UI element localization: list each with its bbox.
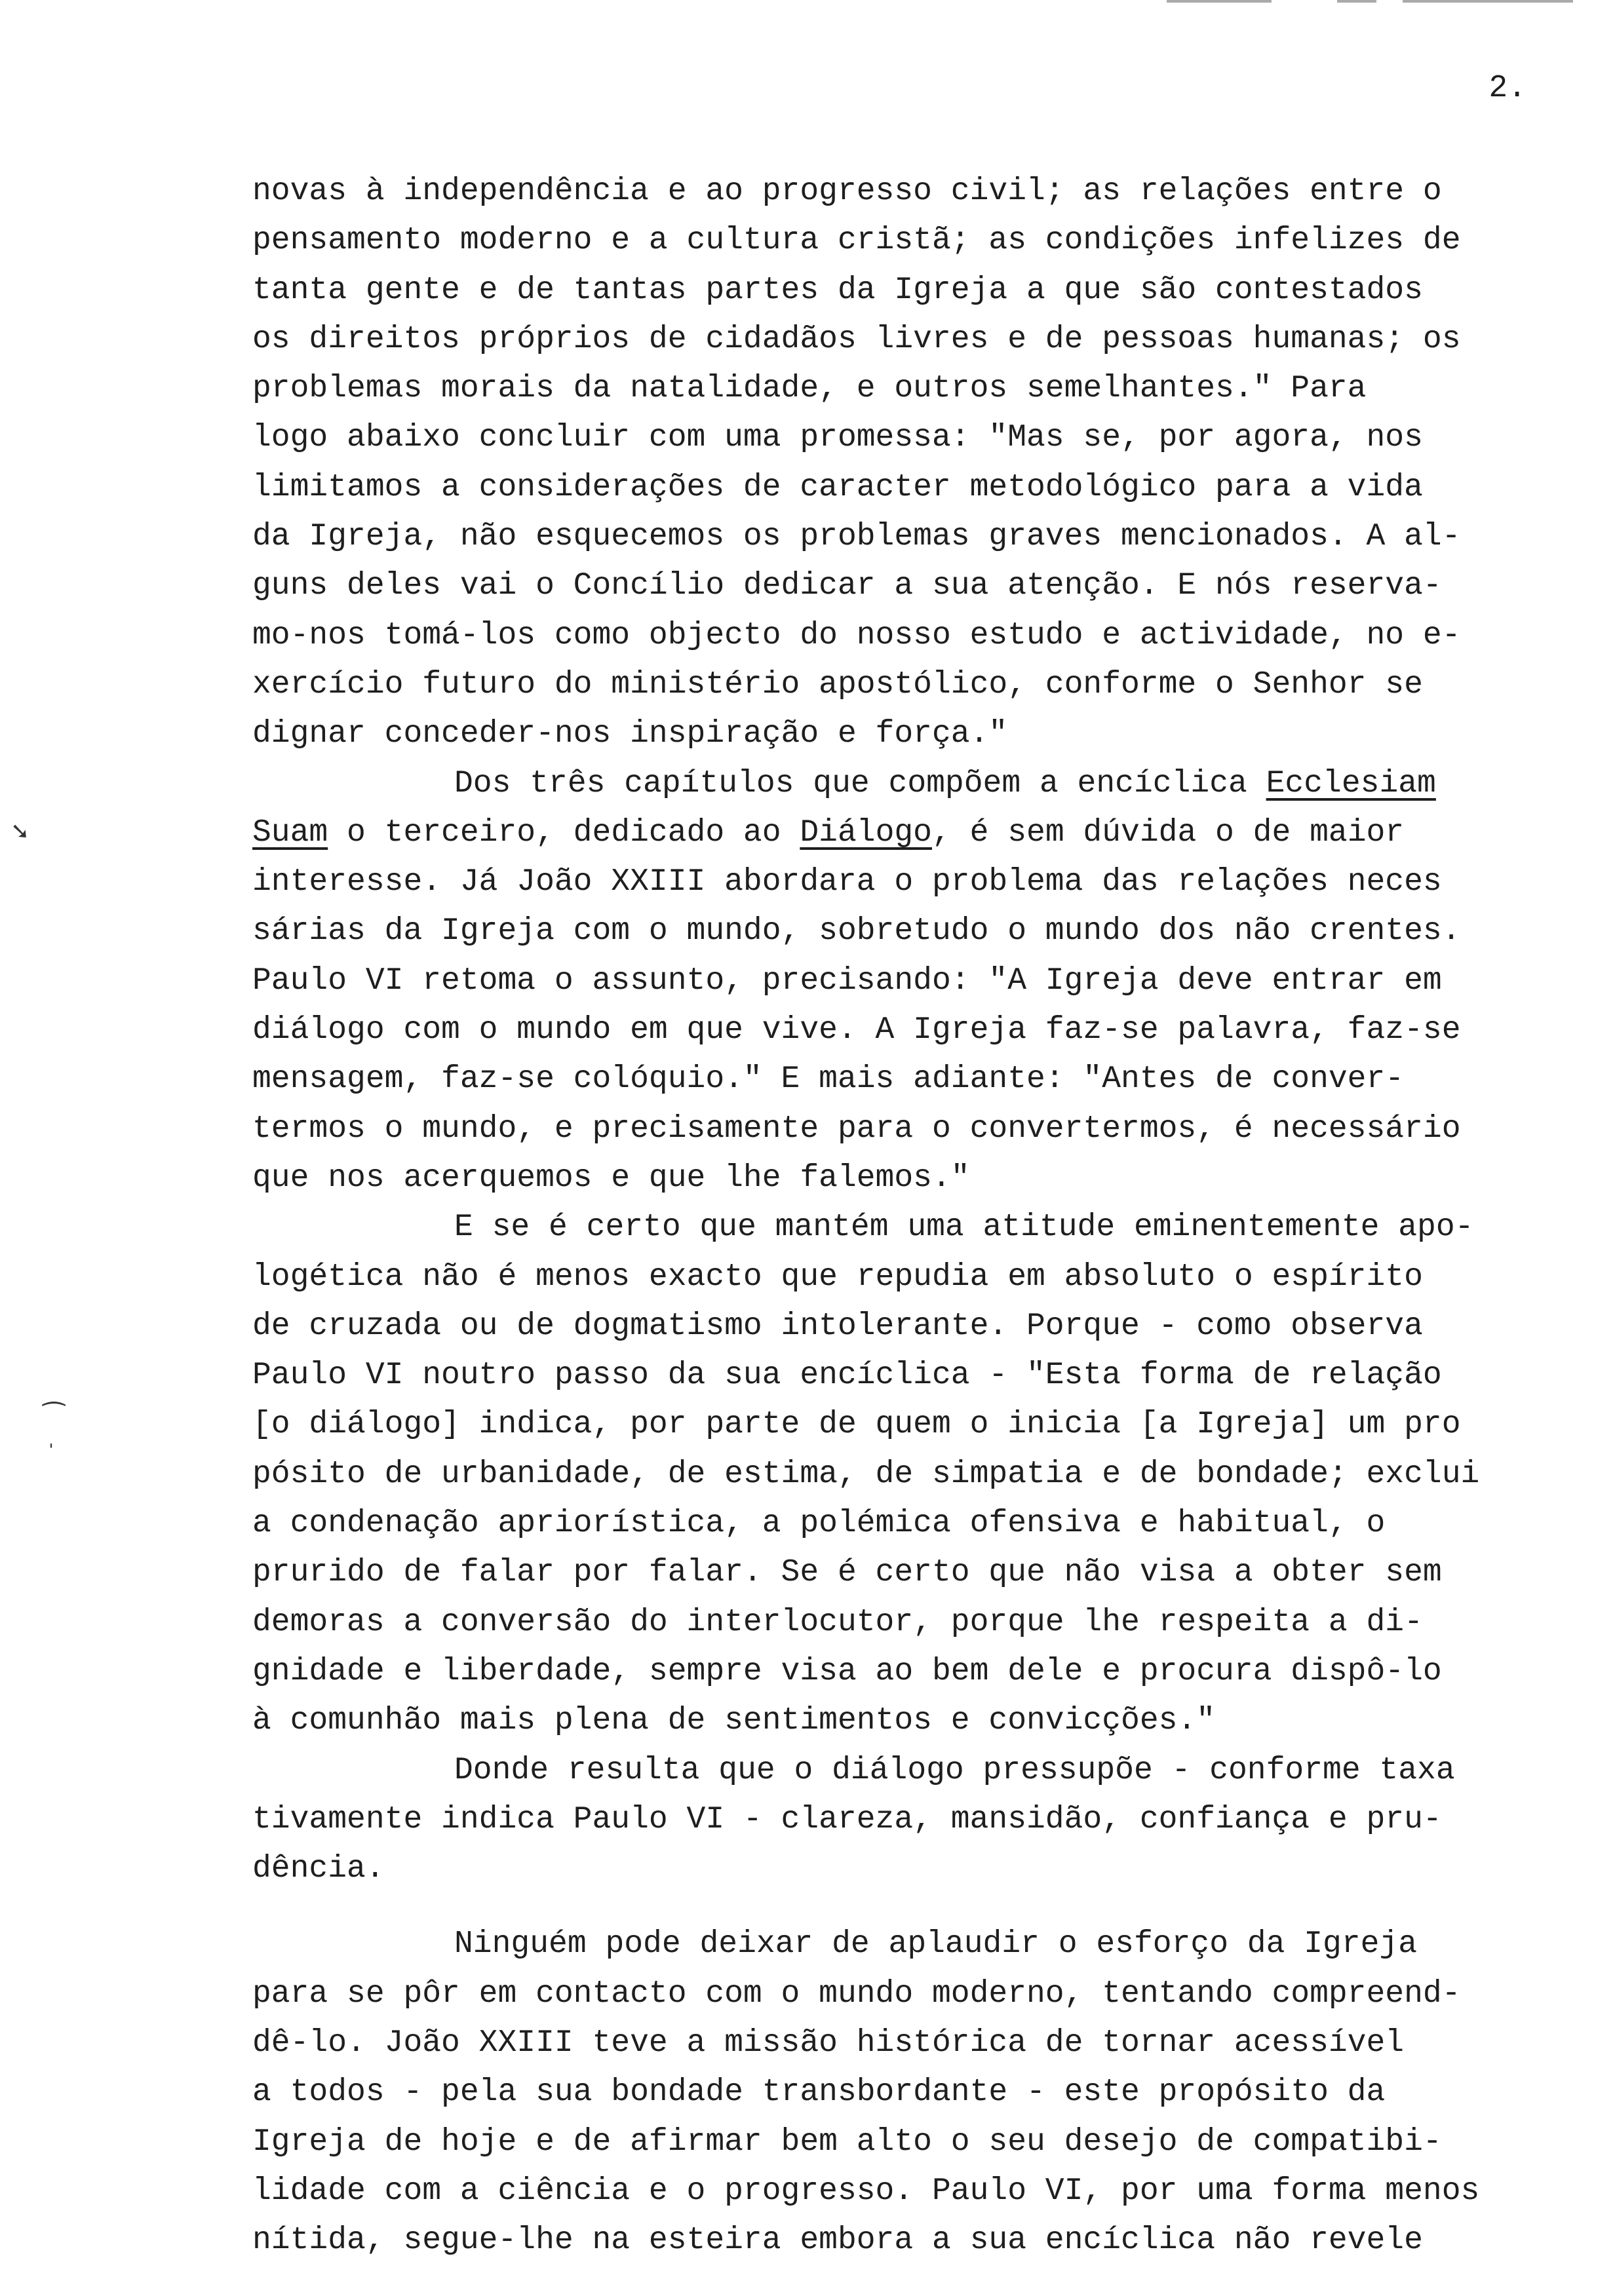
- text-line: [252, 1450, 1596, 1499]
- text-line: [252, 315, 1596, 364]
- text-segment: Ninguém pode deixar de aplaudir o esforço da Igreja: [454, 1926, 1418, 1962]
- text-segment: limitamos a considerações de caracter metodológico para a vida: [252, 469, 1423, 505]
- text-segment: para se pôr em contacto com o mundo moderno, tentando compreend-: [252, 1976, 1461, 2012]
- text-line: [252, 957, 1596, 1006]
- margin-mark: ˈ: [43, 1442, 60, 1471]
- text-segment: dê-lo. João XXIII teve a missão histórica de tornar acessível: [252, 2025, 1405, 2061]
- text-line: [252, 463, 1596, 512]
- text-segment: de cruzada ou de dogmatismo intolerante. Porque - como observa: [252, 1308, 1423, 1344]
- text-segment: tivamente indica Paulo VI - clareza, mansidão, confiança e pru-: [252, 1801, 1442, 1837]
- text-segment: diálogo com o mundo em que vive. A Igreja faz-se palavra, faz-se: [252, 1012, 1461, 1048]
- top-edge-mark: [1403, 0, 1573, 3]
- text-line: [252, 1253, 1596, 1302]
- text-segment: dignar conceder-nos inspiração e força.": [252, 716, 1008, 752]
- text-segment: gnidade e liberdade, sempre visa ao bem dele e procura dispô-lo: [252, 1653, 1442, 1689]
- text-segment: a condenação apriorística, a polémica ofensiva e habitual, o: [252, 1506, 1386, 1542]
- document-body: [252, 167, 1596, 2265]
- margin-mark: ➘: [12, 818, 28, 848]
- text-line: [252, 1647, 1596, 1696]
- text-segment: os direitos próprios de cidadãos livres e de pessoas humanas; os: [252, 321, 1461, 357]
- text-segment: guns deles vai o Concílio dedicar a sua atenção. E nós reserva-: [252, 568, 1442, 604]
- text-segment: E se é certo que mantém uma atitude eminentemente apo-: [454, 1210, 1474, 1246]
- text-line: [252, 809, 1596, 858]
- text-segment: problemas morais da natalidade, e outros semelhantes." Para: [252, 371, 1367, 407]
- text-line: [252, 2019, 1596, 2068]
- text-segment: pósito de urbanidade, de estima, de simpatia e de bondade; exclui: [252, 1456, 1480, 1492]
- text-segment: demoras a conversão do interlocutor, porque lhe respeita a di-: [252, 1604, 1423, 1640]
- text-line: [252, 1598, 1596, 1647]
- text-line: [252, 1548, 1596, 1598]
- text-line: [252, 710, 1596, 759]
- text-segment: Paulo VI noutro passo da sua encíclica - "Esta forma de relação: [252, 1358, 1442, 1394]
- text-segment: mensagem, faz-se colóquio." E mais adiante: "Antes de conver-: [252, 1062, 1405, 1098]
- paragraph-gap: [252, 1894, 1596, 1920]
- text-line: [252, 1105, 1596, 1154]
- text-segment: mo-nos tomá-los como objecto do nosso estudo e actividade, no e-: [252, 617, 1461, 653]
- text-line: [252, 1970, 1596, 2019]
- text-line: [252, 2167, 1596, 2216]
- text-segment: logética não é menos exacto que repudia em absoluto o espírito: [252, 1259, 1423, 1295]
- underlined-title: Diálogo: [800, 814, 932, 851]
- text-line: [252, 512, 1596, 562]
- text-segment: xercício futuro do ministério apostólico, conforme o Senhor se: [252, 666, 1423, 702]
- text-segment: lidade com a ciência e o progresso. Paulo VI, por uma forma menos: [252, 2173, 1480, 2209]
- text-segment: [o diálogo] indica, por parte de quem o inicia [a Igreja] um pro: [252, 1407, 1461, 1443]
- text-line: [252, 413, 1596, 463]
- text-line: [252, 562, 1596, 611]
- text-line: [252, 2118, 1596, 2167]
- text-line: [252, 907, 1596, 956]
- text-line: [252, 1006, 1596, 1055]
- text-line: [252, 1154, 1596, 1203]
- text-segment: logo abaixo concluir com uma promessa: "Mas se, por agora, nos: [252, 420, 1423, 456]
- margin-mark: ⁀: [43, 1405, 65, 1434]
- text-line: [252, 660, 1596, 710]
- text-line: [252, 1400, 1596, 1449]
- text-segment: o terceiro, dedicado ao: [328, 814, 800, 851]
- text-segment: Igreja de hoje e de afirmar bem alto o seu desejo de compatibi-: [252, 2124, 1442, 2160]
- text-segment: pensamento moderno e a cultura cristã; as condições infelizes de: [252, 223, 1461, 259]
- text-line: [252, 1845, 1596, 1894]
- text-line: [252, 167, 1596, 216]
- text-line: [252, 1696, 1596, 1746]
- text-line: [252, 2216, 1596, 2265]
- text-segment: sárias da Igreja com o mundo, sobretudo o mundo dos não crentes.: [252, 913, 1461, 949]
- text-line: [252, 266, 1596, 315]
- text-segment: da Igreja, não esquecemos os problemas graves mencionados. A al-: [252, 519, 1461, 555]
- text-line: [252, 1055, 1596, 1104]
- text-segment: tanta gente e de tantas partes da Igreja a que são contestados: [252, 272, 1423, 308]
- top-edge-mark: [1167, 0, 1272, 3]
- text-line: [252, 1795, 1596, 1845]
- top-edge-mark: [1337, 0, 1376, 3]
- text-line: [252, 611, 1596, 660]
- text-line: [252, 364, 1596, 413]
- text-segment: termos o mundo, e precisamente para o convertermos, é necessário: [252, 1111, 1461, 1147]
- text-segment: , é sem dúvida o de maior: [931, 814, 1405, 851]
- text-line: [252, 216, 1596, 265]
- page-number: 2.: [1489, 71, 1527, 106]
- text-segment: nítida, segue-lhe na esteira embora a sua encíclica não revele: [252, 2223, 1423, 2259]
- text-line: [252, 1351, 1596, 1400]
- text-segment: que nos acerquemos e que lhe falemos.": [252, 1160, 970, 1196]
- text-segment: Paulo VI retoma o assunto, precisando: "A Igreja deve entrar em: [252, 963, 1442, 999]
- text-segment: a todos - pela sua bondade transbordante - este propósito da: [252, 2075, 1386, 2111]
- text-segment: Donde resulta que o diálogo pressupõe - conforme taxa: [454, 1752, 1455, 1788]
- text-line: [252, 2068, 1596, 2117]
- text-line: [252, 858, 1596, 907]
- text-line: [252, 1203, 1596, 1252]
- underlined-title: Ecclesiam: [1266, 765, 1436, 801]
- text-segment: novas à independência e ao progresso civil; as relações entre o: [252, 174, 1442, 209]
- text-segment: à comunhão mais plena de sentimentos e convicções.": [252, 1703, 1216, 1739]
- underlined-title: Suam: [252, 814, 328, 851]
- text-line: [252, 1499, 1596, 1548]
- text-segment: interesse. Já João XXIII abordara o problema das relações neces: [252, 864, 1442, 900]
- text-line: [252, 1302, 1596, 1351]
- text-segment: Dos três capítulos que compõem a encíclica: [454, 765, 1266, 801]
- text-line: [252, 759, 1596, 809]
- text-line: [252, 1920, 1596, 1969]
- text-segment: dência.: [252, 1851, 385, 1887]
- text-line: [252, 1746, 1596, 1795]
- text-segment: prurido de falar por falar. Se é certo que não visa a obter sem: [252, 1555, 1442, 1591]
